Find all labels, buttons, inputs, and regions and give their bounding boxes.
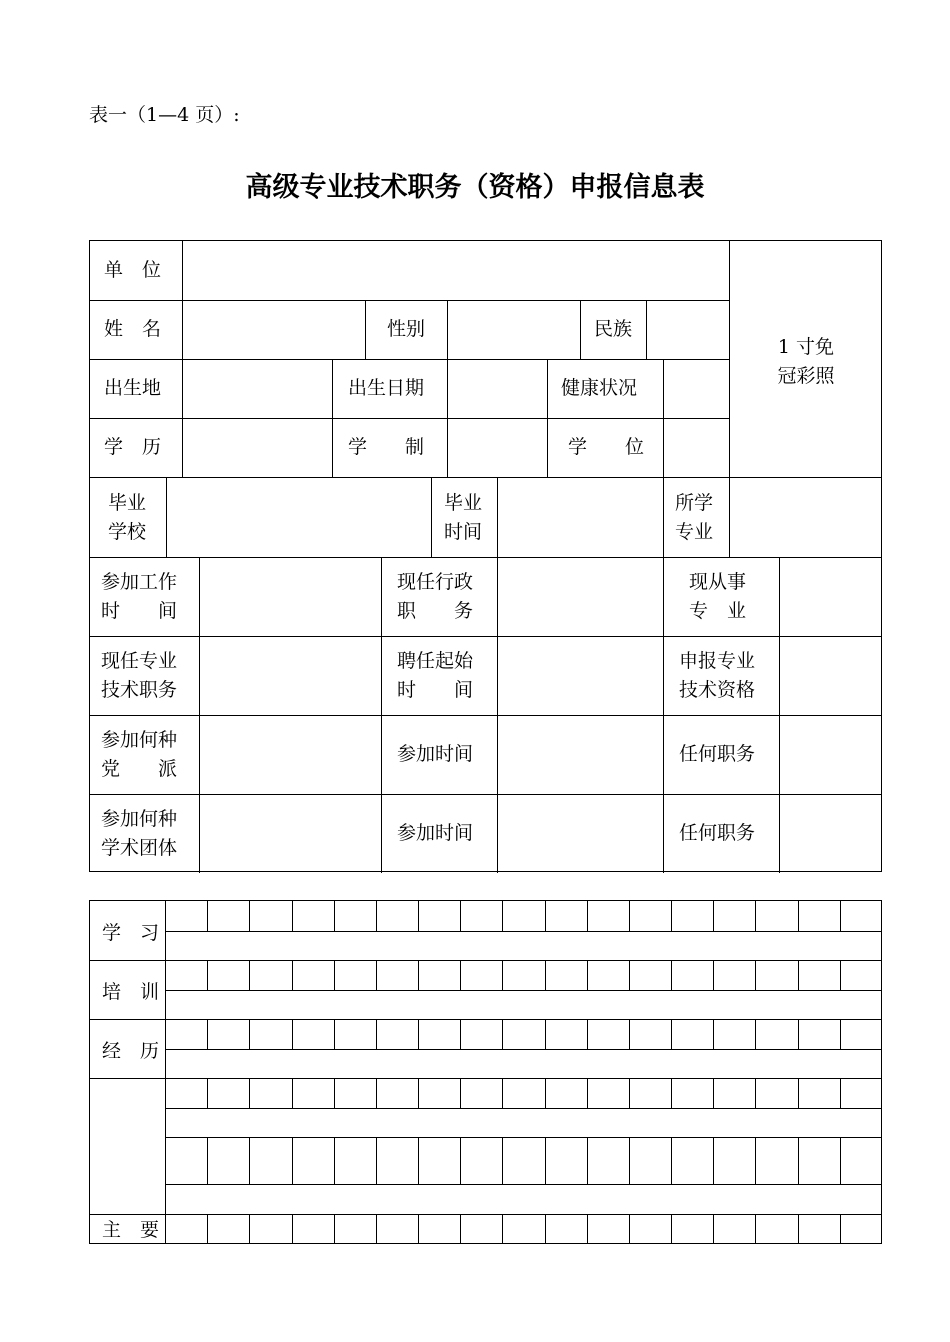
appoint-start-label-1: 聘任起始 [397, 650, 474, 672]
history-grid-cell[interactable] [377, 1215, 418, 1244]
degree-label: 学 位 [568, 436, 645, 458]
name-label: 姓 名 [104, 318, 162, 340]
academic-label-2: 学术团体 [101, 837, 178, 859]
history-grid-cell[interactable] [546, 961, 587, 990]
gender-label: 性别 [387, 318, 426, 340]
history-grid-cell[interactable] [756, 1020, 797, 1049]
history-grid-cell[interactable] [377, 1020, 418, 1049]
study-label: 学 习 [102, 922, 160, 944]
history-grid-cell[interactable] [166, 1079, 207, 1108]
history-grid-cell[interactable] [588, 1215, 629, 1244]
history-grid-cell[interactable] [335, 1020, 376, 1049]
history-grid-cell[interactable] [672, 1215, 713, 1244]
history-grid-cell[interactable] [503, 902, 544, 931]
history-grid-cell[interactable] [208, 961, 249, 990]
info-table [89, 240, 882, 872]
party-label-1: 参加何种 [101, 729, 178, 751]
history-grid-cell[interactable] [630, 1215, 671, 1244]
health-label: 健康状况 [561, 377, 638, 399]
history-grid-cell[interactable] [714, 1020, 755, 1049]
work-start-label-2: 时 间 [101, 600, 178, 622]
history-grid-cell[interactable] [588, 1138, 629, 1184]
name-field[interactable] [183, 301, 365, 359]
history-grid-cell[interactable] [503, 1079, 544, 1108]
history-grid-cell[interactable] [799, 1138, 840, 1184]
history-grid-cell[interactable] [672, 1079, 713, 1108]
party-label-2: 党 派 [101, 758, 178, 780]
history-grid-cell[interactable] [546, 1079, 587, 1108]
history-grid-cell[interactable] [588, 961, 629, 990]
history-entry-line[interactable] [166, 932, 882, 960]
tech-post-label-1: 现任专业 [101, 650, 178, 672]
major-label-2: 专业 [675, 521, 714, 543]
history-grid-cell[interactable] [756, 1079, 797, 1108]
history-grid-cell[interactable] [166, 1020, 207, 1049]
history-grid-cell[interactable] [672, 1020, 713, 1049]
history-grid-cell[interactable] [841, 961, 882, 990]
history-grid-cell[interactable] [377, 1138, 418, 1184]
history-grid-cell[interactable] [250, 961, 291, 990]
history-grid-cell[interactable] [419, 1020, 460, 1049]
unit-label: 单 位 [104, 259, 162, 281]
history-grid-cell[interactable] [799, 1215, 840, 1244]
history-grid-cell[interactable] [588, 902, 629, 931]
history-grid-cell[interactable] [208, 1079, 249, 1108]
work-start-label-1: 参加工作 [101, 571, 178, 593]
history-grid-cell[interactable] [630, 1020, 671, 1049]
history-grid-cell[interactable] [799, 1079, 840, 1108]
history-grid-cell[interactable] [503, 1138, 544, 1184]
history-grid-cell[interactable] [166, 1138, 207, 1184]
history-grid-cell[interactable] [293, 1079, 334, 1108]
history-grid-cell[interactable] [841, 1079, 882, 1108]
history-grid-cell[interactable] [461, 902, 502, 931]
history-grid-cell[interactable] [335, 902, 376, 931]
history-grid-cell[interactable] [714, 902, 755, 931]
history-grid-cell[interactable] [208, 1138, 249, 1184]
experience-label: 经 历 [102, 1040, 160, 1062]
history-grid-cell[interactable] [714, 961, 755, 990]
gender-field[interactable] [448, 301, 580, 359]
history-grid-cell[interactable] [419, 902, 460, 931]
history-grid-cell[interactable] [293, 1215, 334, 1244]
history-grid-cell[interactable] [293, 902, 334, 931]
grad-school-label-2: 学校 [108, 521, 147, 543]
major-label-1: 所学 [675, 492, 714, 514]
history-grid-cell[interactable] [714, 1215, 755, 1244]
appoint-start-label-2: 时 间 [397, 679, 474, 701]
history-grid-cell[interactable] [546, 902, 587, 931]
history-grid-cell[interactable] [630, 902, 671, 931]
page-title: 高级专业技术职务（资格）申报信息表 [245, 172, 705, 203]
history-grid-cell[interactable] [546, 1138, 587, 1184]
academic-label-1: 参加何种 [101, 808, 178, 830]
unit-field[interactable] [183, 241, 729, 300]
history-grid-cell[interactable] [799, 902, 840, 931]
history-grid-cell[interactable] [208, 902, 249, 931]
grad-time-label-2: 时间 [444, 521, 483, 543]
grad-school-label-1: 毕业 [108, 492, 147, 514]
admin-post-label-2: 职 务 [397, 600, 474, 622]
history-grid-cell[interactable] [335, 961, 376, 990]
history-grid-cell[interactable] [377, 961, 418, 990]
schooling-years-label: 学 制 [348, 436, 425, 458]
admin-post-label-1: 现任行政 [397, 571, 474, 593]
history-grid-cell[interactable] [335, 1138, 376, 1184]
training-label: 培 训 [102, 981, 160, 1003]
history-grid-cell[interactable] [377, 902, 418, 931]
history-grid-cell[interactable] [461, 1138, 502, 1184]
apply-qual-label-1: 申报专业 [679, 650, 756, 672]
history-grid-cell[interactable] [250, 902, 291, 931]
current-field-label-2: 专 业 [689, 600, 747, 622]
history-grid-cell[interactable] [208, 1215, 249, 1244]
history-grid-cell[interactable] [756, 1215, 797, 1244]
birthplace-label: 出生地 [104, 377, 162, 399]
history-grid-cell[interactable] [546, 1020, 587, 1049]
history-table [89, 900, 882, 1244]
history-grid-cell[interactable] [335, 1215, 376, 1244]
academic-position-label: 任何职务 [679, 822, 756, 844]
history-grid-cell[interactable] [335, 1079, 376, 1108]
history-grid-cell[interactable] [630, 961, 671, 990]
history-grid-cell[interactable] [250, 1138, 291, 1184]
history-grid-cell[interactable] [630, 1079, 671, 1108]
history-grid-cell[interactable] [841, 1138, 882, 1184]
history-grid-cell[interactable] [630, 1138, 671, 1184]
history-grid-cell[interactable] [166, 1215, 207, 1244]
history-grid-cell[interactable] [756, 1138, 797, 1184]
history-grid-cell[interactable] [756, 902, 797, 931]
tech-post-label-2: 技术职务 [101, 679, 178, 701]
history-entry-line[interactable] [166, 1185, 882, 1214]
history-grid-cell[interactable] [503, 1020, 544, 1049]
history-grid-cell[interactable] [672, 1138, 713, 1184]
history-grid-cell[interactable] [714, 1138, 755, 1184]
apply-qual-label-2: 技术资格 [679, 679, 756, 701]
history-entry-line[interactable] [166, 1109, 882, 1137]
history-grid-cell[interactable] [714, 1079, 755, 1108]
history-grid-cell[interactable] [503, 961, 544, 990]
education-label: 学 历 [104, 436, 162, 458]
current-field-label-1: 现从事 [689, 571, 747, 593]
history-grid-cell[interactable] [419, 961, 460, 990]
history-grid-cell[interactable] [799, 961, 840, 990]
history-grid-cell[interactable] [377, 1079, 418, 1108]
history-grid-cell[interactable] [461, 961, 502, 990]
history-grid-cell[interactable] [419, 1138, 460, 1184]
history-grid-cell[interactable] [461, 1079, 502, 1108]
academic-join-time-label: 参加时间 [397, 822, 474, 844]
ethnicity-label: 民族 [594, 318, 633, 340]
history-grid-cell[interactable] [419, 1079, 460, 1108]
history-grid-cell[interactable] [293, 961, 334, 990]
history-grid-cell[interactable] [756, 961, 797, 990]
history-grid-cell[interactable] [672, 902, 713, 931]
history-grid-cell[interactable] [208, 1020, 249, 1049]
history-grid-cell[interactable] [841, 1215, 882, 1244]
history-grid-cell[interactable] [293, 1138, 334, 1184]
history-entry-line[interactable] [166, 1050, 882, 1078]
history-grid-cell[interactable] [588, 1079, 629, 1108]
history-grid-cell[interactable] [588, 1020, 629, 1049]
photo-label-line1: 1 寸免 [777, 336, 835, 358]
history-grid-cell[interactable] [546, 1215, 587, 1244]
page-label: 表一（1—4 页）: [89, 104, 240, 126]
history-grid-cell[interactable] [166, 902, 207, 931]
main-label: 主 要 [102, 1219, 160, 1241]
history-grid-cell[interactable] [461, 1215, 502, 1244]
history-grid-cell[interactable] [250, 1020, 291, 1049]
history-grid-cell[interactable] [293, 1020, 334, 1049]
history-grid-cell[interactable] [419, 1215, 460, 1244]
history-grid-cell[interactable] [799, 1020, 840, 1049]
history-grid-cell[interactable] [672, 961, 713, 990]
history-grid-cell[interactable] [250, 1079, 291, 1108]
party-position-label: 任何职务 [679, 743, 756, 765]
history-grid-cell[interactable] [250, 1215, 291, 1244]
history-grid-cell[interactable] [841, 902, 882, 931]
history-grid-cell[interactable] [841, 1020, 882, 1049]
birth-date-label: 出生日期 [348, 377, 425, 399]
history-grid-cell[interactable] [461, 1020, 502, 1049]
grad-time-label-1: 毕业 [444, 492, 483, 514]
history-entry-line[interactable] [166, 991, 882, 1019]
ethnicity-field[interactable] [647, 301, 729, 359]
history-grid-cell[interactable] [503, 1215, 544, 1244]
photo-label-line2: 冠彩照 [777, 365, 835, 387]
party-join-time-label: 参加时间 [397, 743, 474, 765]
history-grid-cell[interactable] [166, 961, 207, 990]
